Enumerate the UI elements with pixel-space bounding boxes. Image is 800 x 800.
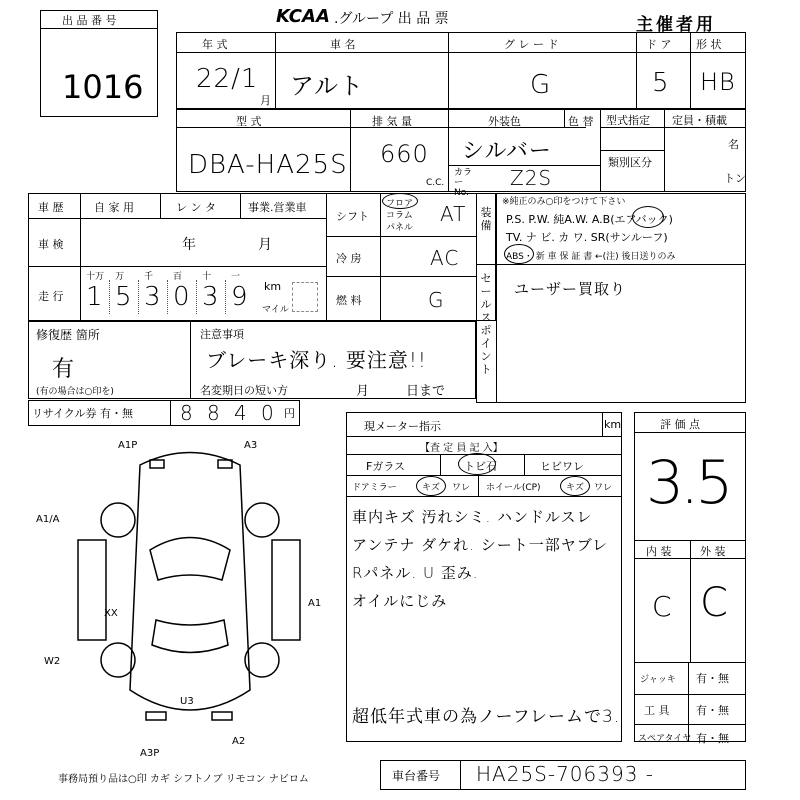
kcaa-logo: KCAA: [276, 6, 330, 27]
color-change-label: 色 替: [568, 115, 594, 128]
exterior-color-value: シルバー: [462, 139, 552, 164]
interior-value: C: [652, 590, 673, 623]
wheel-kizu-circle: [560, 476, 590, 496]
shift-label: シフト: [336, 210, 369, 223]
jack-label: ジャッキ: [640, 675, 676, 685]
model-label: 型 式: [236, 115, 262, 128]
mileage-unit-label: 千: [144, 272, 154, 282]
cc-unit: C.C.: [426, 178, 445, 188]
exterior-label: 外 装: [700, 545, 726, 558]
tobiishi-label: トビ石: [464, 460, 497, 473]
shift-floor: フロア: [386, 199, 414, 209]
mileage-unit-label: 万: [115, 272, 125, 282]
recycle-digit: 8: [180, 401, 194, 425]
fuel-label: 燃 料: [336, 294, 362, 307]
ac-value: AC: [430, 246, 460, 270]
inspector-section-label: 【査 定 員 記 入】: [420, 443, 503, 454]
meter-km-unit: km: [604, 418, 622, 431]
deadline-label: 名変期日の短い方: [200, 384, 288, 397]
displacement-label: 排 気 量: [372, 115, 412, 128]
office-note: 事務局預り品は○印 カギ シフトノブ リモコン ナビロム: [58, 774, 309, 785]
deadline-month: 月: [356, 384, 370, 399]
fuel-value: G: [428, 288, 445, 312]
rear-left-wheel: [101, 643, 135, 677]
mirror-label: ドアミラー: [352, 483, 397, 493]
caution-label: 注意事項: [200, 328, 244, 341]
inspection-label: 車 検: [38, 238, 64, 251]
lot-number-value: 1016: [62, 68, 144, 106]
equipment-line-3: ABS・ 新 車 保 証 書 ←(注) 後日送りのみ: [506, 252, 676, 262]
mileage-digit: 0: [173, 282, 191, 312]
abs-circle: [504, 244, 534, 264]
mile-checkbox[interactable]: [292, 282, 318, 312]
diagram-mark-a1a: A1/A: [36, 514, 60, 525]
mileage-digit: 9: [231, 282, 249, 312]
category-label: 類別区分: [608, 156, 652, 169]
doors-value: 5: [652, 68, 670, 98]
grade-value: G: [530, 70, 552, 100]
wheel-ware: ワレ: [594, 483, 613, 493]
left-side-panel: [78, 540, 106, 640]
repair-value: 有: [52, 357, 76, 382]
diagram-mark-w2: W2: [44, 656, 61, 667]
meter-label: 現メーター指示: [364, 420, 441, 433]
capacity-unit-ton: トン: [724, 172, 746, 185]
spare-label: スペアタイヤ: [638, 734, 692, 744]
equipment-line-2: TV. ナ ビ. カ ワ. SR(サンルーフ): [506, 231, 668, 244]
ac-label: 冷 房: [336, 252, 362, 265]
score-value: 3.5: [646, 448, 730, 518]
shape-value: HB: [700, 68, 736, 96]
exterior-color-label: 外装色: [488, 115, 521, 128]
year-value: 22/1: [196, 64, 259, 94]
jack-yes-no: 有・無: [696, 672, 729, 685]
rear-right-wheel: [245, 643, 279, 677]
lot-number-label: 出 品 番 号: [62, 14, 117, 27]
inspector-note-line: 車内キズ 汚れシミ. ハンドルスレ: [352, 508, 593, 526]
recycle-digit: 0: [261, 401, 275, 425]
diagram-mark-xx: XX: [104, 608, 118, 619]
recycle-label: リサイクル券 有・無: [32, 407, 133, 420]
interior-label: 内 装: [646, 545, 672, 558]
mileage-digit: 5: [115, 282, 133, 312]
mirror-ware: ワレ: [452, 483, 471, 493]
chassis-value: HA25S-706393 -: [476, 762, 655, 786]
history-label: 車 歴: [38, 201, 64, 214]
mirror-kizu: キズ: [422, 483, 440, 493]
mileage-unit-label: 十万: [86, 272, 105, 282]
rear-left-lamp: [146, 712, 166, 720]
rear-window: [152, 620, 228, 653]
mileage-digit: 3: [144, 282, 162, 312]
shift-column: コラム: [386, 211, 413, 221]
ab-circle: [632, 206, 664, 228]
diagram-mark-a1p: A1P: [118, 440, 138, 451]
car-damage-diagram: [0, 430, 340, 760]
km-label: km: [264, 280, 282, 293]
diagram-mark-a3: A3: [244, 440, 258, 451]
sales-point-value: ユーザー買取り: [514, 280, 627, 298]
car-body-outline: [130, 453, 250, 711]
car-name-value: アルト: [290, 72, 365, 100]
mileage-unit-label: 一: [231, 272, 241, 282]
mileage-unit-label: 十: [202, 272, 212, 282]
business-label: 事業.営業車: [248, 201, 307, 214]
windshield: [150, 538, 230, 581]
private-use-label: 自 家 用: [94, 201, 134, 214]
equipment-side-label: 装備: [480, 206, 492, 232]
rental-label: レ ン タ: [176, 201, 216, 214]
shift-value: AT: [440, 202, 467, 226]
spare-yes-no: 有・無: [696, 732, 729, 745]
diagram-mark-a3p: A3P: [140, 748, 160, 759]
color-no-value: Z2S: [510, 166, 553, 190]
wheel-kizu: キズ: [566, 483, 584, 493]
shape-label: 形 状: [696, 38, 722, 51]
front-left-lamp: [150, 460, 164, 468]
capacity-unit-person: 名: [728, 138, 739, 151]
inspection-year: 年: [182, 237, 196, 253]
front-right-wheel: [245, 503, 279, 537]
mileage-digit: 3: [202, 282, 220, 312]
inspection-month: 月: [258, 237, 272, 253]
color-no-label: カラー No.: [454, 168, 473, 198]
capacity-label: 定員・積載: [672, 114, 727, 127]
hibiware-label: ヒビワレ: [540, 460, 584, 473]
glass-label: Fガラス: [366, 460, 405, 473]
recycle-digit: 8: [207, 401, 221, 425]
recycle-digit: 4: [234, 401, 248, 425]
caution-value: ブレーキ深り. 要注意!!: [206, 348, 427, 372]
diagram-mark-a2: A2: [232, 736, 246, 747]
type-designation-label: 型式指定: [606, 114, 650, 127]
mirror-kizu-circle: [416, 476, 446, 496]
shift-panel: パネル: [386, 223, 414, 233]
floor-circle: [382, 193, 418, 209]
inspector-note-line: Rパネル. U 歪み.: [352, 564, 479, 582]
car-name-label: 車 名: [330, 38, 356, 51]
equipment-line-1: P.S. P.W. 純A.W. A.B(エアバック): [506, 213, 673, 226]
repair-label: 修復歴 箇所: [36, 328, 100, 342]
repair-note: (有の場合は○印を): [36, 387, 114, 397]
exterior-value: C: [700, 580, 729, 626]
displacement-value: 660: [380, 140, 429, 168]
organizer-label: 主催者用: [636, 15, 716, 35]
model-value: DBA-HA25S: [188, 150, 348, 180]
diagram-mark-a1: A1: [308, 598, 322, 609]
form-title: .グループ 出 品 票: [334, 11, 449, 27]
front-left-wheel: [101, 503, 135, 537]
mile-label: マイル: [262, 305, 289, 315]
right-side-panel: [272, 540, 300, 640]
diagram-mark-u3: U3: [180, 696, 194, 707]
mileage-label: 走 行: [38, 290, 64, 303]
doors-label: ド ア: [646, 38, 672, 51]
deadline-day: 日まで: [406, 384, 446, 399]
recycle-unit: 円: [284, 407, 295, 420]
chassis-label: 車台番号: [392, 769, 441, 783]
tools-label: 工 具: [644, 704, 670, 717]
mileage-unit-label: 百: [173, 272, 183, 282]
inspector-note-line: オイルにじみ: [352, 592, 448, 610]
inspector-footer-note: 超低年式車の為ノーフレームで3.: [352, 707, 621, 727]
grade-label: グ レ ー ド: [504, 38, 559, 51]
sales-point-side-label: セールスポイント: [480, 272, 492, 376]
year-label: 年 式: [202, 38, 228, 51]
tobiishi-circle: [458, 453, 496, 475]
equipment-note: ※純正のみ○印をつけて下さい: [502, 197, 626, 207]
rear-right-lamp: [212, 712, 232, 720]
tools-yes-no: 有・無: [696, 704, 729, 717]
score-label: 評 価 点: [660, 418, 700, 431]
wheel-label: ホイール(CP): [486, 483, 541, 493]
month-suffix: 月: [260, 94, 271, 107]
inspector-note-line: アンテナ ダケれ. シート一部ヤブレ: [352, 536, 609, 554]
mileage-digit: 1: [86, 282, 104, 312]
